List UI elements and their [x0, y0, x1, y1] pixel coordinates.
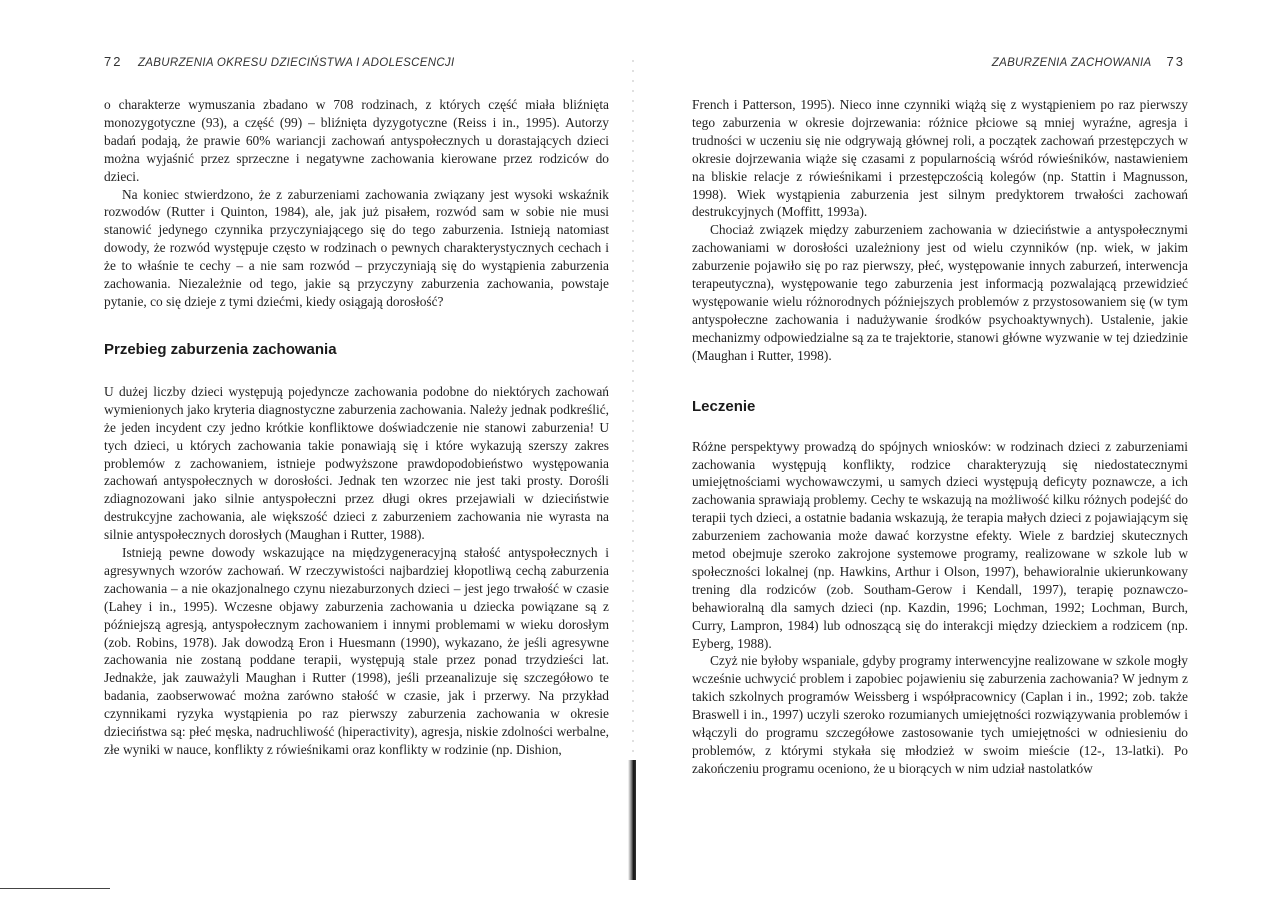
- running-head-title: ZABURZENIA OKRESU DZIECIŃSTWA I ADOLESCENCJI: [137, 57, 455, 69]
- running-head-title: ZABURZENIA ZACHOWANIA: [991, 57, 1152, 69]
- left-page: [0, 0, 636, 913]
- paragraph: Istnieją pewne dowody wskazujące na międzygeneracyjną stałość antyspołecznych i agresywnych wzorów zachowań. W rzeczywistości najbardziej kłopotliwą cechą zaburzenia zachowania – a nie okazjonalnego czynu niezaburzonych dzieci – jest jego trwałość w czasie (Lahey i in., 1995). Wczesne objawy zaburzenia zachowania u dziecka powiązane są z późniejszą agresją, antyspołecznym zachowaniem i innymi problemami w wieku dorosłym (zob. Robins, 1978). Jak dowodzą Eron i Huesmann (1990), wykazano, że jeśli agresywne zachowania nie zostaną poddane terapii, występują stale przez ponad trzydzieści lat. Jednakże, jak zauważyli Maughan i Rutter (1998), jeśli przeanalizuje się szczegółowo te badania, zaobserwować można zarówno stałość w czasie, jak i przerwy. Na przykład czynnikami ryzyka wystąpienia po raz pierwszy zaburzenia zachowania w okresie dzieciństwa są: płeć męska, nadruchliwość (hiperactivity), agresja, niskie zdolności werbalne, złe wyniki w nauce, konflikty z rówieśnikami oraz konflikty w rodzinie (np. Dishion,: [104, 545, 609, 757]
- left-running-header: [104, 54, 454, 69]
- left-page-body: [104, 96, 609, 759]
- page-number: 72: [104, 54, 123, 69]
- page-number: 73: [1166, 54, 1185, 69]
- paragraph: o charakterze wymuszania zbadano w 708 rodzinach, z których część miała bliźnięta monozygotyczne (93), a część (99) – bliźnięta dyzygotyczne (Reiss i in., 1995). Autorzy badań podają, że prawie 60% wariancji zachowań antyspołecznych u dorastających dzieci można wyjaśnić przez sprzeczne i negatywne zachowania kierowane przez rodziców do dzieci.: [104, 97, 609, 184]
- paragraph: French i Patterson, 1995). Nieco inne czynniki wiążą się z wystąpieniem po raz pierwszy tego zaburzenia w okresie dojrzewania: różnice płciowe są mniej wyraźne, agresja i trudności w uczeniu się nie odgrywają głównej roli, a początek zachowań przestępczych w okresie dojrzewania wiąże się czasami z popularnością wśród rówieśników, nastawieniem na bliskie relacje z rówieśnikami i przestępczością kolegów (np. Stattin i Magnusson, 1998). Wiek wystąpienia zaburzenia jest silnym predyktorem trwałości zachowań destrukcyjnych (Moffitt, 1993a).: [692, 97, 1188, 220]
- paragraph: Na koniec stwierdzono, że z zaburzeniami zachowania związany jest wysoki wskaźnik rozwodów (Rutter i Quinton, 1984), ale, jak już pisałem, rozwód sam w sobie nie musi stanowić jedynego czynnika przyczyniającego się do tego zaburzenia. Istnieją natomiast dowody, że rozwód występuje często w rodzinach o pewnych charakterystycznych cechach i że to właśnie te cechy – a nie sam rozwód – przyczyniają się do wystąpienia zaburzenia zachowania. Niezależnie od tego, jakie są przyczyny zaburzenia zachowania, powstaje pytanie, co się dzieje z tymi dziećmi, kiedy osiągają dorosłość?: [104, 186, 609, 309]
- right-running-header: [992, 54, 1185, 69]
- paragraph: Chociaż związek między zaburzeniem zachowania w dzieciństwie a antyspołecznymi zachowaniami w dorosłości uzależniony jest od wielu czynników (np. wiek, w jakim zaburzenie pojawiło się po raz pierwszy, płeć, występowanie innych zaburzeń, interwencja terapeutyczna), występowanie tego zaburzenia jest informacją pozwalającą przewidzieć występowanie wielu różnorodnych późniejszych problemów z przystosowaniem się (w tym antyspołeczne zachowania i nadużywanie środków psychoaktywnych). Ustalenie, jakie mechanizmy odpowiedzialne są za te trajektorie, stanowi główne wyzwanie w tej dziedzinie (Maughan i Rutter, 1998).: [692, 222, 1188, 363]
- paragraph: Różne perspektywy prowadzą do spójnych wniosków: w rodzinach dzieci z zaburzeniami zachowania występują konflikty, rodzice charakteryzują się niedostatecznymi umiejętnościami wychowawczymi, u samych dzieci występują deficyty poznawcze, a ich zachowania sprawiają problemy. Cechy te wskazują na możliwość kilku różnych podejść do terapii tych dzieci, a ostatnie badania wskazują, że terapia małych dzieci z pojawiającym się zaburzeniem zachowania może dawać korzystne efekty. Wiele z bardziej skutecznych metod obejmuje szeroko zakrojone systemowe programy, realizowane w szkole lub w społeczności lokalnej (np. Hawkins, Arthur i Olson, 1997), behawioralnie ukierunkowany trening dla rodziców (zob. Southam-Gerow i Kendall, 1997), terapię poznawczo-behawioralną dla samych dzieci (np. Kazdin, 1996; Lochman, 1992; Lochman, Burch, Curry, Lampron, 1984) lub odnoszącą się do interakcji między dzieckiem a rodzicem (np. Eyberg, 1988).: [692, 438, 1188, 651]
- right-page-body: [692, 96, 1188, 778]
- paragraph: U dużej liczby dzieci występują pojedyncze zachowania podobne do niektórych zachowań wymienionych jako kryteria diagnostyczne zaburzenia zachowania. Należy jednak podkreślić, że jeden incydent czy jedno krótkie konfliktowe doświadczenie nie stanowi zaburzenia! U tych dzieci, u których zachowania takie ponawiają się i które wykazują szerszy zakres problemów z zachowaniem, istnieje podwyższone prawdopodobieństwo występowania zachowań antyspołecznych w dorosłości. Jednak ten wzorzec nie jest taki prosty. Dorośli zdiagnozowani jako silnie antyspołeczni przez długi okres przejawiali w dzieciństwie destrukcyjne zachowania, ale większość dzieci z zaburzeniem zachowania nie wyrasta na silnie antyspołecznych dorosłych (Maughan i Rutter, 1988).: [104, 383, 609, 543]
- right-page: [636, 0, 1277, 913]
- section-heading: Przebieg zaburzenia zachowania: [104, 340, 337, 358]
- paragraph: Czyż nie byłoby wspaniale, gdyby programy interwencyjne realizowane w szkole mogły wcześnie uchwycić problem i zapobiec pojawieniu się zaburzenia zachowania? W jednym z takich szkolnych programów Weissberg i współpracownicy (Caplan i in., 1992; zob. także Braswell i in., 1997) uczyli szeroko rozumianych umiejętności rozwiązywania problemów i włączyli do programu szczegółowe zastosowanie tych umiejętności w odniesieniu do problemów, z którymi stykała się młodzież w swoim mieście (12-, 13-latki). Po zakończeniu programu oceniono, że u biorących w nim udział nastolatków: [692, 653, 1188, 776]
- section-heading: Leczenie: [692, 397, 756, 415]
